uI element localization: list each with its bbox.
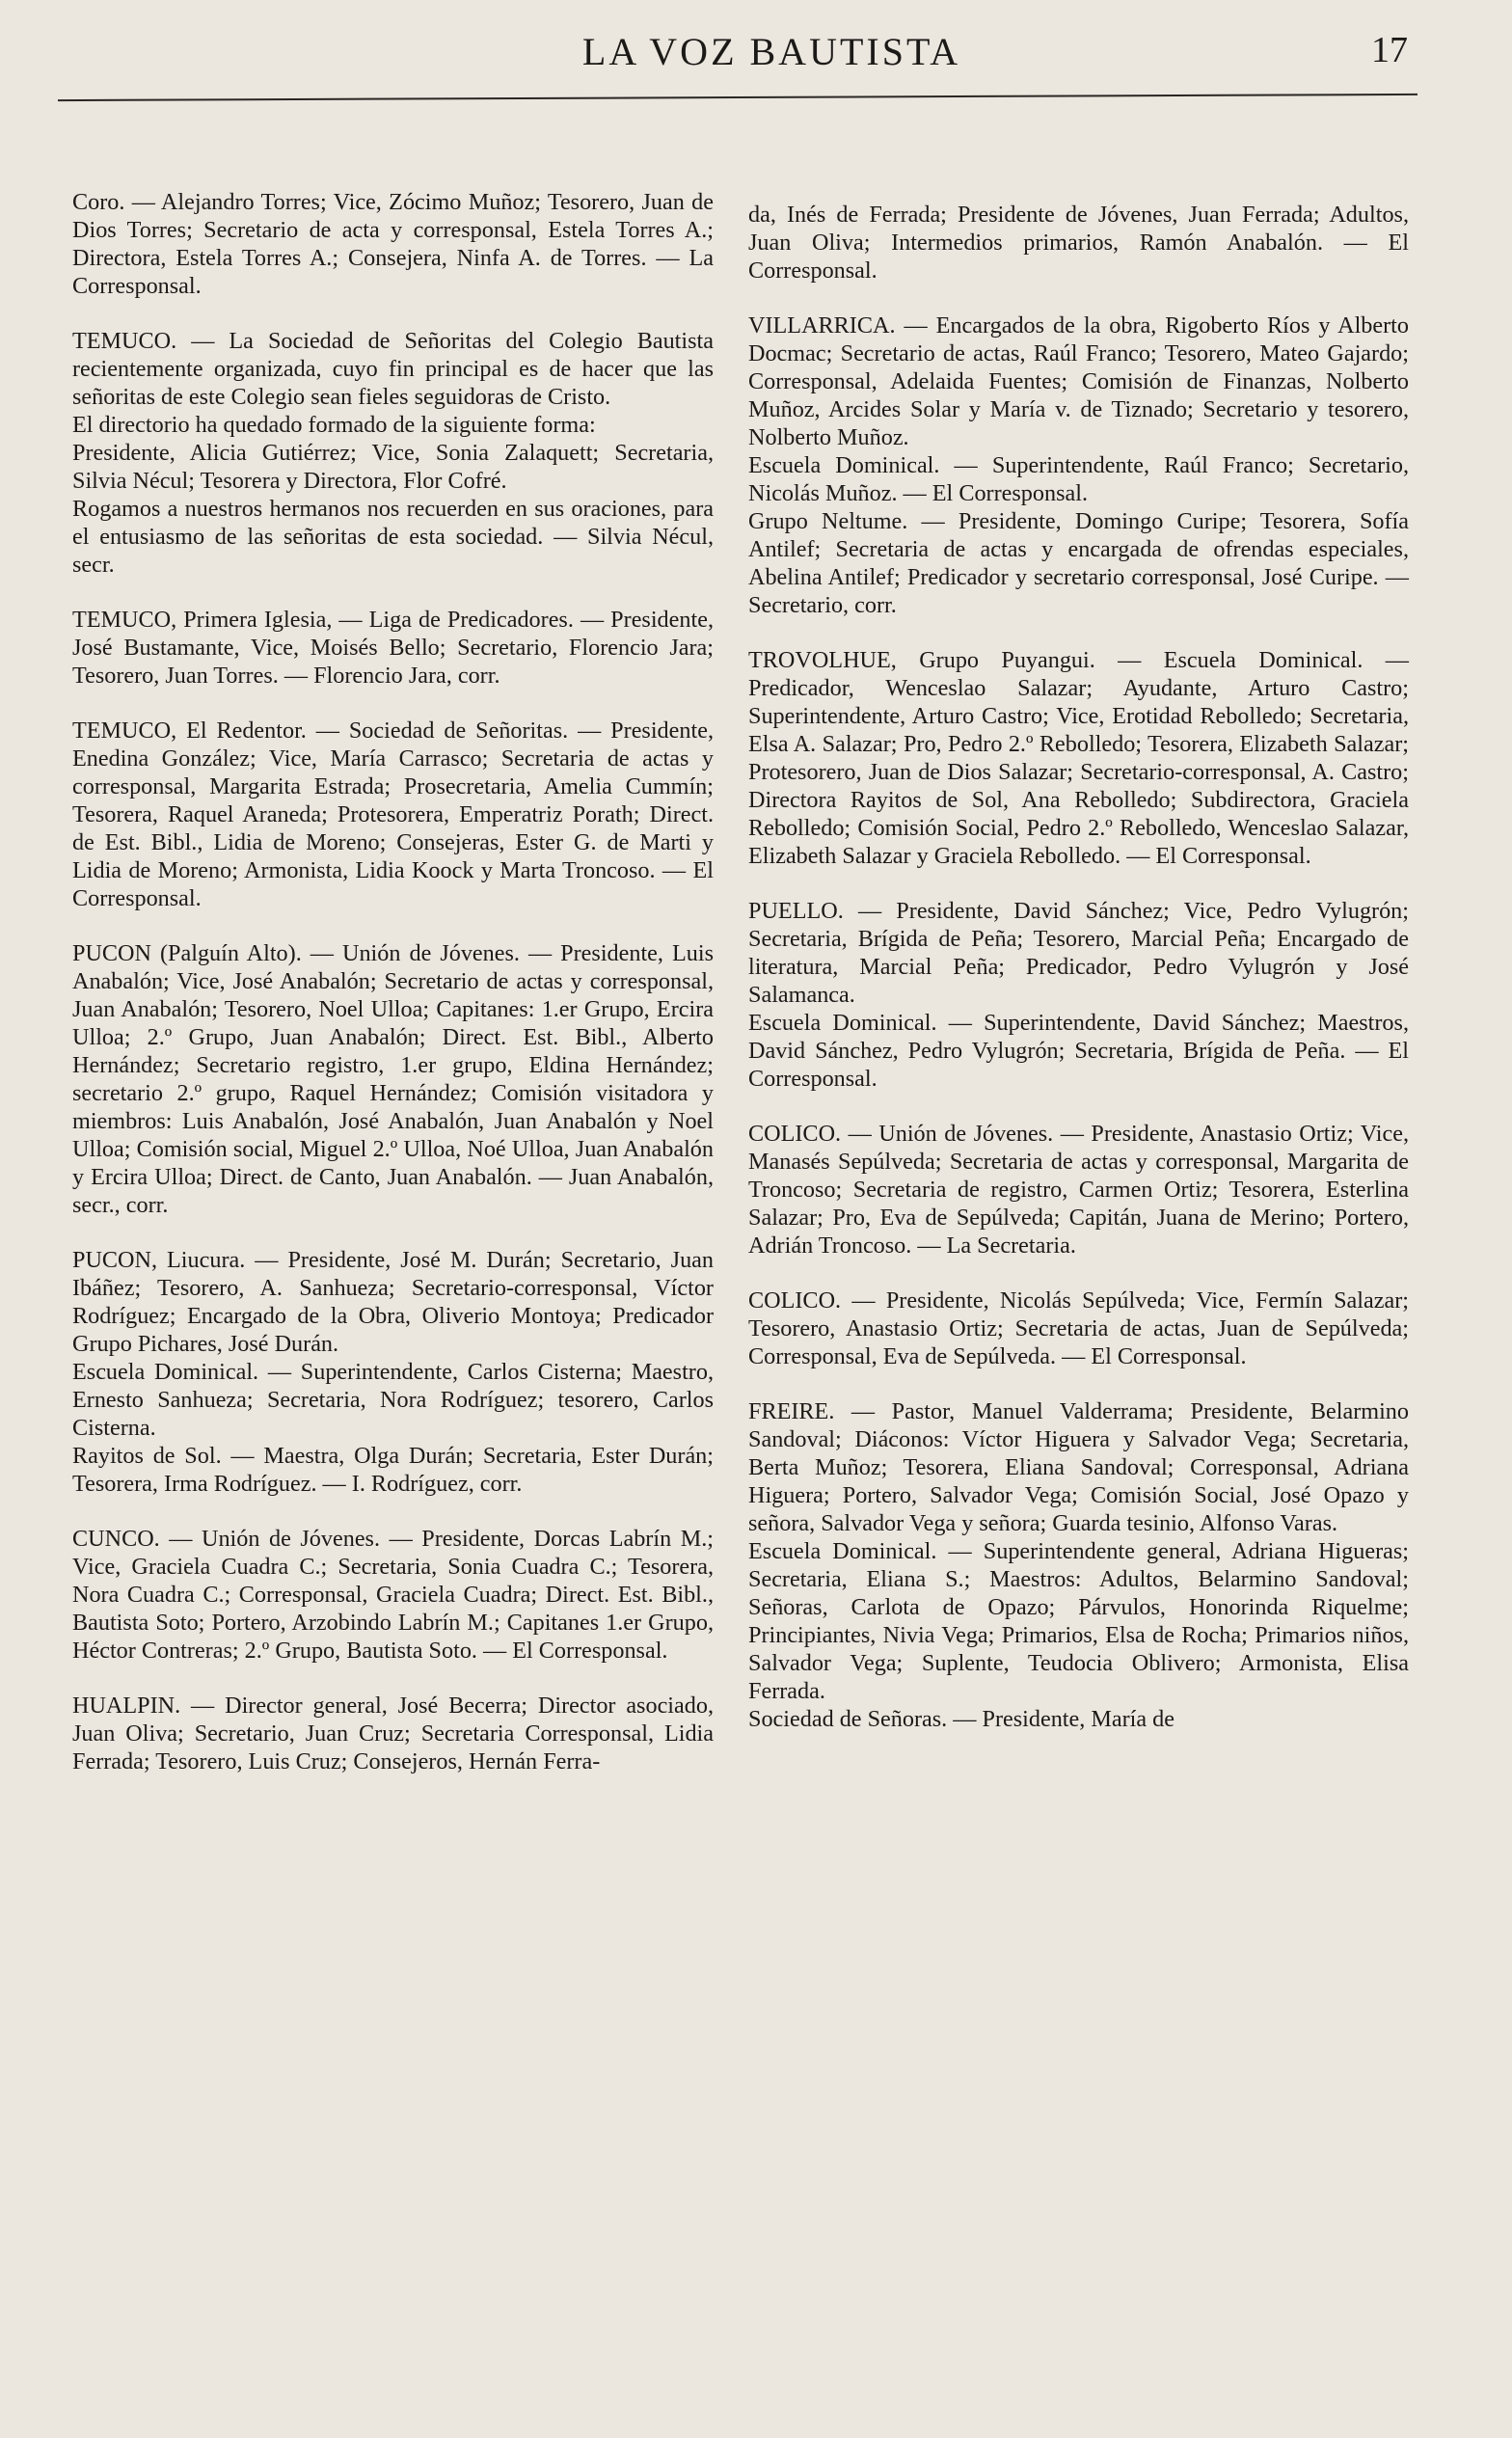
news-entry [72,188,714,300]
news-entry [72,327,714,579]
left-column [72,188,714,1802]
news-entry [72,717,714,912]
news-entry [72,606,714,690]
entry-paragraph: CUNCO. — Unión de Jóvenes. — Presidente, Dorcas Labrín M.; Vice, Graciela Cuadra C.; Secretaria, Sonia Cuadra C.; Tesorera, Nora Cuadra C.; Corresponsal, Graciela Cuadra; Direct. Est. Bibl., Bautista Soto; Portero, Arzobindo Labrín M.; Capitanes 1.er Grupo, Héctor Contreras; 2.º Grupo, Bautista Soto. — El Corresponsal. [72,1526,714,1664]
entry-paragraph: TROVOLHUE, Grupo Puyangui. — Escuela Dominical. — Predicador, Wenceslao Salazar; Ayudante, Arturo Castro; Superintendente, Arturo Castro; Vice, Erotidad Rebolledo; Secretaria, Elsa A. Salazar; Pro, Pedro 2.º Rebolledo; Tesorera, Elizabeth Salazar; Protesorero, Juan de Dios Salazar; Secretario-corresponsal, A. Castro; Directora Rayitos de Sol, Ana Rebolledo; Subdirectora, Graciela Rebolledo; Comisión Social, Pedro 2.º Rebolledo, Wenceslao Salazar, Elizabeth Salazar y Graciela Rebolledo. — El Corresponsal. [748,647,1409,869]
entry-paragraph: PUCON, Liucura. — Presidente, José M. Durán; Secretario, Juan Ibáñez; Tesorero, A. Sanhueza; Secretario-corresponsal, Víctor Rodríguez; Encargado de la Obra, Oliverio Montoya; Predicador Grupo Pichares, José Durán. [72,1247,714,1357]
entry-paragraph: TEMUCO. — La Sociedad de Señoritas del Colegio Bautista recientemente organizada, cuyo fin principal es de hacer que las señoritas de este Colegio sean fieles seguidoras de Cristo. [72,328,714,410]
entry-paragraph: da, Inés de Ferrada; Presidente de Jóvenes, Juan Ferrada; Adultos, Juan Oliva; Intermedios primarios, Ramón Anabalón. — El Corresponsal. [748,202,1409,284]
entry-paragraph: FREIRE. — Pastor, Manuel Valderrama; Presidente, Belarmino Sandoval; Diáconos: Víctor Higuera y Salvador Vega; Secretaria, Berta Muñoz; Tesorera, Eliana Sandoval; Corresponsal, Adriana Higuera; Portero, Salvador Vega; Comisión Social, José Opazo y señora, Salvador Vega y señora; Guarda tesinio, Alfonso Varas. [748,1398,1409,1536]
entry-paragraph: PUCON (Palguín Alto). — Unión de Jóvenes. — Presidente, Luis Anabalón; Vice, José Anabalón; Secretario de actas y corresponsal, Juan Anabalón; Tesorero, Noel Ulloa; Capitanes: 1.er Grupo, Ercira Ulloa; 2.º Grupo, Juan Anabalón; Direct. Est. Bibl., Alberto Hernández; Secretario registro, 1.er grupo, Eldina Hernández; secretario 2.º grupo, Raquel Hernández; Comisión visitadora y miembros: Luis Anabalón, José Anabalón, Juan Anabalón y Noel Ulloa; Comisión social, Miguel 2.º Ulloa, Noé Ulloa, Juan Anabalón y Ercira Ulloa; Direct. de Canto, Juan Anabalón. — Juan Anabalón, secr., corr. [72,940,714,1218]
entry-paragraph: VILLARRICA. — Encargados de la obra, Rigoberto Ríos y Alberto Docmac; Secretario de actas, Raúl Franco; Tesorero, Mateo Gajardo; Corresponsal, Adelaida Fuentes; Comisión de Finanzas, Nolberto Muñoz, Arcides Solar y María v. de Tiznado; Secretario y tesorero, Nolberto Muñoz. [748,312,1409,450]
entry-subparagraph: Sociedad de Señoras. — Presidente, María de [748,1706,1174,1732]
news-entry [748,1120,1409,1260]
entry-paragraph: TEMUCO, El Redentor. — Sociedad de Señoritas. — Presidente, Enedina González; Vice, María Carrasco; Secretaria de actas y corresponsal, Margarita Estrada; Prosecretaria, Amelia Cummín; Tesorera, Raquel Araneda; Protesorera, Emperatriz Porath; Direct. de Est. Bibl., Lidia de Moreno; Consejeras, Ester G. de Marti y Lidia de Moreno; Armonista, Lidia Koock y Marta Troncoso. — El Corresponsal. [72,718,714,911]
news-entry [748,646,1409,870]
entry-subparagraph: Presidente, Alicia Gutiérrez; Vice, Sonia Zalaquett; Secretaria, Silvia Nécul; Tesorera y Directora, Flor Cofré. [72,440,714,494]
entry-subparagraph: Grupo Neltume. — Presidente, Domingo Curipe; Tesorera, Sofía Antilef; Secretaria de actas y encargada de ofrendas especiales, Abelina Antilef; Predicador y secretario corresponsal, José Curipe. — Secretario, corr. [748,508,1409,618]
entry-subparagraph: Escuela Dominical. — Superintendente, Raúl Franco; Secretario, Nicolás Muñoz. — El Corresponsal. [748,452,1409,506]
entry-paragraph: COLICO. — Unión de Jóvenes. — Presidente, Anastasio Ortiz; Vice, Manasés Sepúlveda; Secretaria de actas y corresponsal, Margarita de Troncoso; Secretaria de registro, Carmen Ortiz; Tesorera, Esterlina Salazar; Pro, Eva de Sepúlveda; Capitán, Juana de Merino; Portero, Adrián Troncoso. — La Secretaria. [748,1121,1409,1259]
entry-subparagraph: Rogamos a nuestros hermanos nos recuerden en sus oraciones, para el entusiasmo de las señoritas de esta sociedad. — Silvia Nécul, secr. [72,496,714,578]
entry-paragraph: COLICO. — Presidente, Nicolás Sepúlveda; Vice, Fermín Salazar; Tesorero, Anastasio Ortiz; Secretaria de actas, Juan de Sepúlveda; Corresponsal, Eva de Sepúlveda. — El Corresponsal. [748,1287,1409,1369]
entry-subparagraph: Escuela Dominical. — Superintendente, David Sánchez; Maestros, David Sánchez, Pedro Vylugrón; Secretaria, Brígida de Peña. — El Corresponsal. [748,1010,1409,1092]
news-entry [72,1525,714,1665]
entry-paragraph: TEMUCO, Primera Iglesia, — Liga de Predicadores. — Presidente, José Bustamante, Vice, Moisés Bello; Secretario, Florencio Jara; Tesorero, Juan Torres. — Florencio Jara, corr. [72,607,714,689]
news-entry [72,939,714,1219]
news-entry [748,1397,1409,1733]
entry-subparagraph: Escuela Dominical. — Superintendente general, Adriana Higueras; Secretaria, Eliana S.; Maestros: Adultos, Belarmino Sandoval; Señoras, Carlota de Opazo; Párvulos, Honorinda Riquelme; Principiantes, Nivia Vega; Primarios, Elsa de Rocha; Primarios niños, Salvador Vega; Suplente, Teudocia Oblivero; Armonista, Elisa Ferrada. [748,1538,1409,1704]
news-entry [748,312,1409,619]
entry-paragraph: Coro. — Alejandro Torres; Vice, Zócimo Muñoz; Tesorero, Juan de Dios Torres; Secretario de acta y corresponsal, Estela Torres A.; Directora, Estela Torres A.; Consejera, Ninfa A. de Torres. — La Corresponsal. [72,189,714,299]
entry-subparagraph: Rayitos de Sol. — Maestra, Olga Durán; Secretaria, Ester Durán; Tesorera, Irma Rodríguez. — I. Rodríguez, corr. [72,1443,714,1497]
entry-subparagraph: Escuela Dominical. — Superintendente, Carlos Cisterna; Maestro, Ernesto Sanhueza; Secretaria, Nora Rodríguez; tesorero, Carlos Cisterna. [72,1359,714,1441]
news-entry [748,1287,1409,1370]
entry-subparagraph: El directorio ha quedado formado de la siguiente forma: [72,412,596,438]
news-entry [72,1692,714,1775]
news-entry [748,201,1409,284]
right-column [748,201,1409,1760]
page-header [58,29,1418,87]
page-number: 17 [1371,30,1408,70]
news-entry [748,897,1409,1093]
news-entry [72,1246,714,1498]
entry-paragraph: HUALPIN. — Director general, José Becerra; Director asociado, Juan Oliva; Secretario, Juan Cruz; Secretaria Corresponsal, Lidia Ferrada; Tesorero, Luis Cruz; Consejeros, Hernán Ferra- [72,1693,714,1774]
publication-title: LA VOZ BAUTISTA [581,30,961,73]
header-rule [58,94,1418,101]
entry-paragraph: PUELLO. — Presidente, David Sánchez; Vice, Pedro Vylugrón; Secretaria, Brígida de Peña; Tesorero, Marcial Peña; Encargado de literatura, Marcial Peña; Predicador, Pedro Vylugrón y José Salamanca. [748,898,1409,1008]
